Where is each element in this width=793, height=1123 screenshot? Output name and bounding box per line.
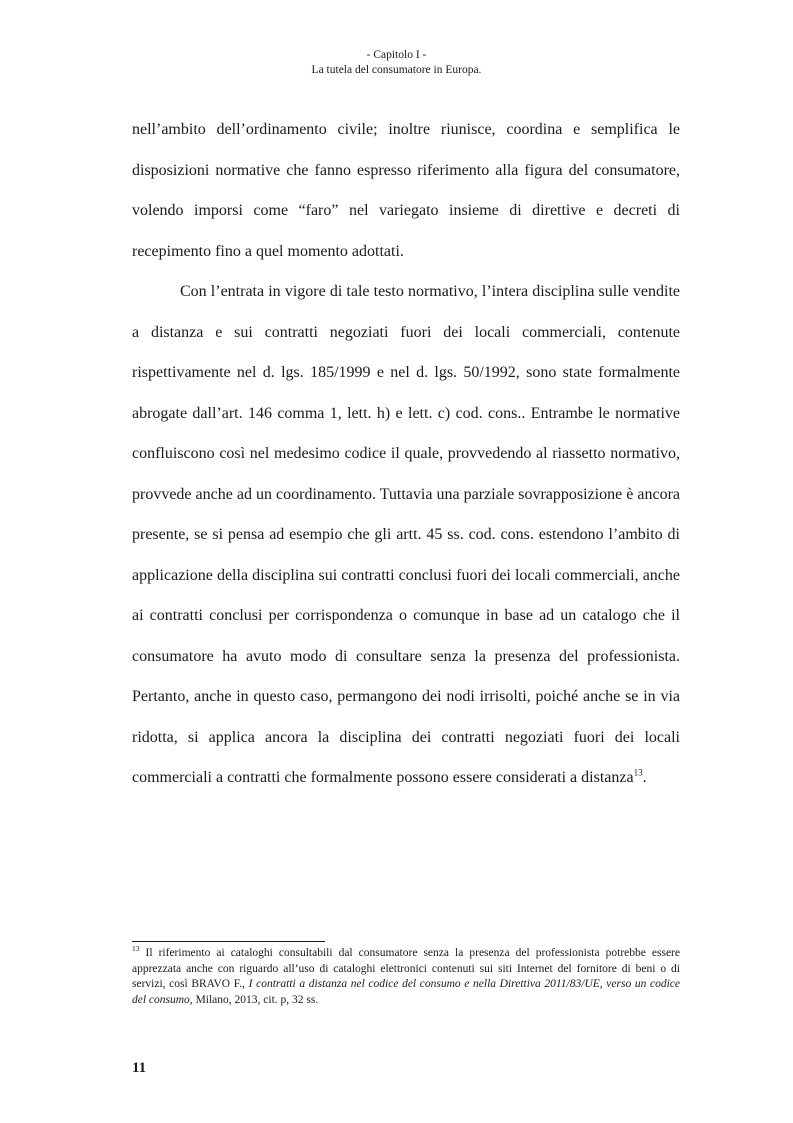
paragraph-2-end: . (642, 769, 647, 786)
paragraph-2 (132, 272, 680, 799)
paragraph-2-text: Con l’entrata in vigore di tale testo normativo, l’intera disciplina sulle vendite a distanza e sui contratti negoziati fuori dei locali commerciali, contenute rispettivamente nel d. lgs. 185/1999 e nel d. lgs. 50/1992, sono state formalmente abrogate dall’art. 146 comma 1, lett. h) e lett. c) cod. cons.. Entrambe le normative confluiscono così nel medesimo codice il quale, provvedendo al riassetto normativo, provvede anche ad un coordinamento. Tuttavia una parziale sovrapposizione è ancora presente, se si pensa ad esempio che gli artt. 45 ss. cod. cons. estendono l’ambito di applicazione della disciplina sui contratti conclusi fuori dei locali commerciali, anche ai contratti conclusi per corrispondenza o comunque in base ad un catalogo che il consumatore ha avuto modo di consultare senza la presenza del professionista. Pertanto, anche in questo caso, permangono dei nodi irrisolti, poiché anche se in via ridotta, si applica ancora la disciplina dei contratti negoziati fuori dei locali commerciali a contratti che formalmente possono essere considerati a distanza (132, 283, 680, 786)
header-subtitle: La tutela del consumatore in Europa. (311, 64, 482, 76)
footnote-reference[interactable]: 13 (633, 767, 643, 778)
footnote-text-b: Milano, 2013, cit. p, 32 ss. (192, 993, 319, 1006)
paragraph-1: nell’ambito dell’ordinamento civile; inoltre riunisce, coordina e semplifica le disposizioni normative che fanno espresso riferimento alla figura del consumatore, volendo imporsi come “faro” nel variegato insieme di direttive e decreti di recepimento fino a quel momento adottati. (132, 121, 680, 260)
footnote (132, 946, 680, 1008)
body-text (132, 110, 680, 799)
footnote-number: 13 (132, 944, 140, 954)
page-number: 11 (132, 1060, 147, 1076)
footnote-separator (132, 941, 325, 942)
running-header (0, 48, 793, 78)
footnote-cited-title: I contratti a distanza nel codice del consumo e nella Direttiva 2011/83/UE, verso un codice del consumo, (132, 978, 680, 1006)
footnote-text-a: Il riferimento ai cataloghi consultabili dal consumatore senza la presenza del professionista potrebbe essere apprezzata anche con riguardo all’uso di cataloghi elettronici contenuti sui siti Internet del fornitore di beni o di servizi, così BRAVO F., (132, 947, 680, 990)
header-chapter: - Capitolo I - (366, 49, 427, 61)
